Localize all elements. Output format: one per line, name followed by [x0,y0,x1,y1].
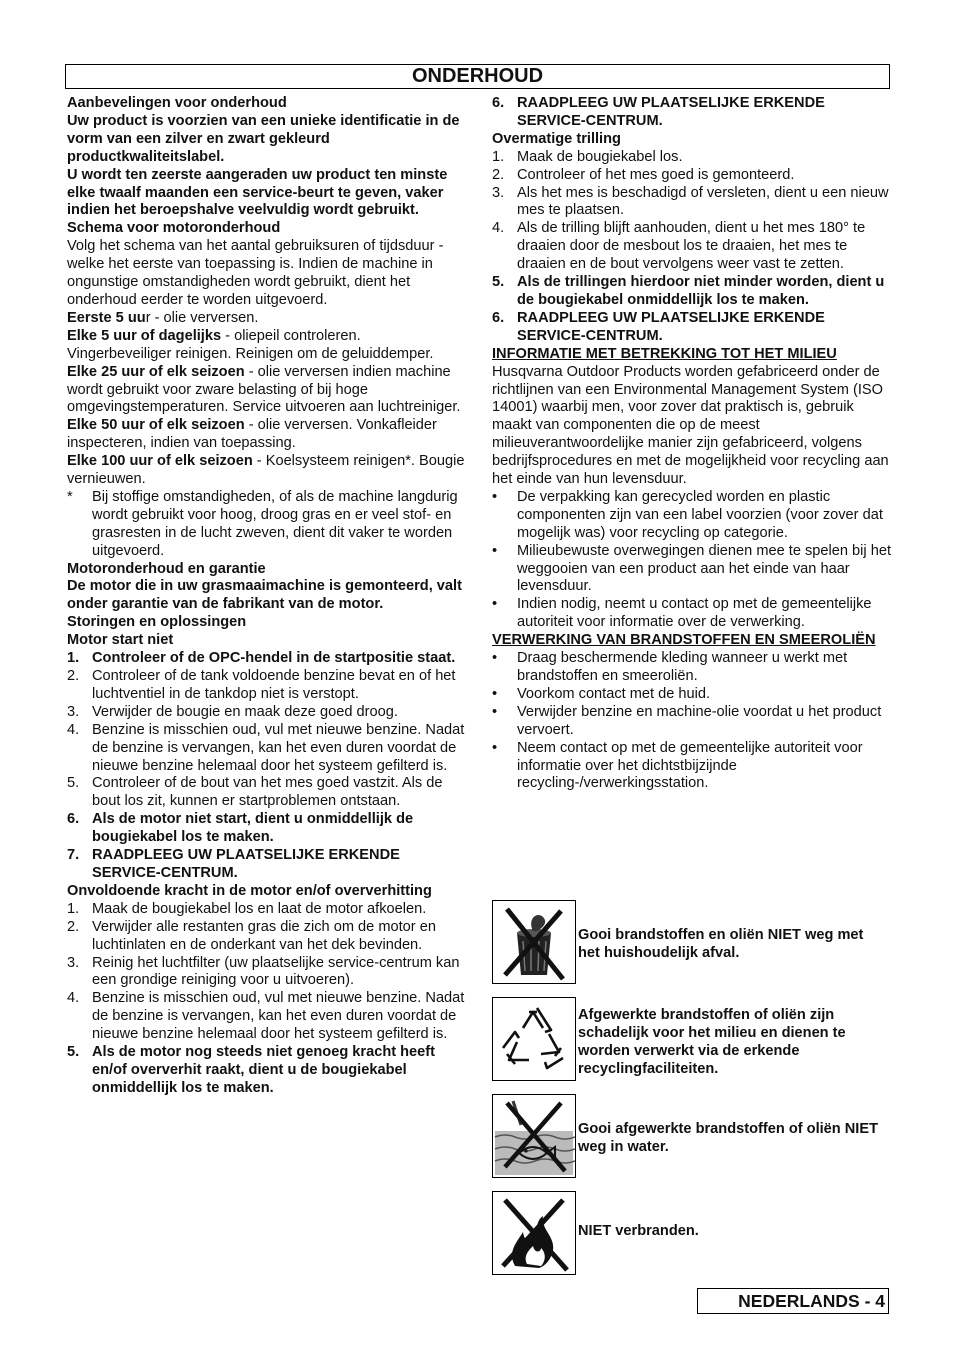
schedule-every-25h [67,364,465,418]
section-heading-verwerking: VERWERKING VAN BRANDSTOFFEN EN SMEEROLIËN [492,632,876,649]
subheading-trilling: Overmatige trilling [492,130,621,147]
bullet-item [492,543,892,597]
bullet-icon: • [492,542,498,559]
list-number: 3. [492,184,505,201]
subheading-kracht: Onvoldoende kracht in de motor en/of oververhitting [67,882,432,899]
list-number: 2. [492,166,505,183]
schedule-text: - olie verversen. Vonkafleider inspecteren, indien van toepassing. [67,417,437,452]
list-number: 5. [492,274,505,291]
list-item [492,274,892,310]
list-item [67,775,465,811]
list-text: RAADPLEEG UW PLAATSELIJKE ERKENDE SERVICE-CENTRUM. [92,847,400,881]
bullet-text: Verwijder benzine en machine-olie voordat u het product vervoert. [517,703,882,738]
page-footer: NEDERLANDS - 4 [697,1288,889,1314]
bullet-text: Neem contact op met de gemeentelijke autoriteit voor informatie over het dichtstbijzijnde recycling-/verwerkingsstation. [517,739,863,792]
schedule-label: Elke 25 uur of elk seizoen [67,363,245,380]
paragraph-schema: Volg het schema van het aantal gebruiksuren of tijdsduur - welke het eerste van toepassing is. Indien de machine in ongunstige omstandigheden wordt gebruikt, dient het onderhoud eerder te worden uitgevoerd. [67,238,444,308]
symbol-text: Afgewerkte brandstoffen of oliën zijn schadelijk voor het milieu en dienen te worden verwerkt via de erkende recyclingfaciliteiten. [578,1007,846,1077]
list-text: Benzine is misschien oud, vul met nieuwe benzine. Nadat de benzine is vervangen, kan het even duren voordat de nieuwe benzine helemaal door het systeem gefilterd is. [92,990,465,1043]
list-item [67,668,465,704]
list-text: Controleer of de tank voldoende benzine bevat en of het luchtventiel in de tankdop niet is verstopt. [92,668,456,702]
schedule-first-5h [67,310,465,328]
schedule-text: - olie verversen indien machine wordt gebruikt voor zware belasting of bij hoge omgevingstemperaturen. Service uitvoeren aan luchtreiniger. [67,363,461,416]
page-title: ONDERHOUD [65,64,890,89]
left-column [67,95,465,1098]
schedule-text: r - olie verversen. [145,309,259,326]
bullet-icon: • [492,739,498,756]
schedule-label: Elke 50 uur of elk seizoen [67,417,245,434]
section-heading-aanbevelingen: Aanbevelingen voor onderhoud [67,95,287,111]
schedule-text: - oliepeil controleren. Vingerbeveiliger reinigen. Reinigen om de geluiddemper. [67,327,434,362]
schedule-every-50h [67,417,465,453]
footnote [67,489,465,561]
list-item [492,310,892,346]
list-text: Als de trilling blijft aanhouden, dient u het mes 180° te draaien door de mesbout los te draaien, het mes te draaien en de bout vervolgens weer vast te zetten. [517,220,866,273]
list-text: Verwijder de bougie en maak deze goed droog. [92,703,398,720]
list-number: 4. [492,220,505,237]
list-item [67,722,465,776]
no-trash-icon [492,900,576,984]
list-number: 6. [492,309,505,326]
list-number: 1. [67,650,80,667]
list-text: Verwijder alle restanten gras die zich om de motor en luchtinlaten en de onderkant van het dek bevinden. [92,918,436,953]
section-heading-garantie: Motoronderhoud en garantie [67,560,266,577]
list-item [492,95,892,131]
list-number: 2. [67,668,80,684]
list-item [492,220,892,274]
list-item [67,650,465,668]
list-item [67,847,465,883]
schedule-label: Eerste 5 uu [67,309,146,326]
list-number: 3. [67,703,80,720]
list-text: RAADPLEEG UW PLAATSELIJKE ERKENDE SERVICE-CENTRUM. [517,95,825,129]
bullet-icon: • [492,703,498,720]
symbol-text: Gooi afgewerkte brandstoffen of oliën NIET weg in water. [578,1121,879,1155]
section-heading-milieu: INFORMATIE MET BETREKKING TOT HET MILIEU [492,345,837,362]
list-start-niet [67,650,465,883]
bullet-item [492,686,892,704]
bullet-item [492,650,892,686]
schedule-text: - Koelsysteem reinigen*. Bougie vernieuwen. [67,453,465,488]
paragraph-identification: Uw product is voorzien van een unieke identificatie in de vorm van een zilver en zwart gekleurd productkwaliteitslabel. [67,112,460,165]
list-text: Reinig het luchtfilter (uw plaatselijke service-centrum kan een grondige reiniging voor u uitvoeren). [92,954,460,989]
paragraph-garantie: De motor die in uw grasmaaimachine is gemonteerd, valt onder garantie van de fabrikant van de motor. [67,578,462,613]
list-text: Als de trillingen hierdoor niet minder worden, dient u de bougiekabel onmiddellijk los te maken. [517,274,885,308]
list-text: Als het mes is beschadigd of versleten, dient u een nieuw mes te plaatsen. [517,184,889,219]
list-number: 2. [67,918,80,935]
list-item [67,704,465,722]
list-text: Als de motor nog steeds niet genoeg kracht heeft en/of oververhit raakt, dient u de bougiekabel onmiddellijk los te maken. [92,1044,436,1096]
no-water-icon [492,1094,576,1178]
schedule-label: Elke 5 uur of dagelijks [67,327,222,344]
list-number: 7. [67,847,80,864]
no-burn-icon [492,1191,576,1275]
right-column [492,95,892,793]
list-item [492,185,892,221]
list-number: 3. [67,954,80,971]
list-item [492,167,892,185]
list-number: 6. [67,811,80,828]
list-number: 4. [67,990,80,1007]
list-trilling [492,149,892,346]
bullet-text: Voorkom contact met de huid. [517,685,711,702]
bullet-item [492,489,892,543]
footnote-mark: * [67,488,73,505]
list-kracht [67,901,465,1098]
list-item [67,955,465,991]
list-number: 1. [67,900,80,917]
bullet-icon: • [492,650,498,667]
bullet-text: Milieubewuste overwegingen dienen mee te spelen bij het weggooien van een product aan het einde van haar levensduur. [517,542,892,595]
bullet-text: De verpakking kan gerecycled worden en plastic componenten zijn van een label voorzien (voor zover dat mogelijk was) voor recycling op categorie. [517,488,883,541]
bullet-item [492,596,892,632]
bullets-milieu [492,489,892,632]
bullet-icon: • [492,488,498,505]
list-kracht-continued [492,95,892,131]
schedule-every-100h [67,453,465,489]
footnote-text: Bij stoffige omstandigheden, of als de machine langdurig wordt gebruikt voor hoog, droog gras en er veel stof- en grasresten in de lucht zweven, dient dit vaker te worden uitgevoerd. [92,488,458,559]
bullet-item [492,704,892,740]
bullet-icon: • [492,685,498,702]
list-text: Controleer of de bout van het mes goed vastzit. Als de bout los zit, kunnen er startproblemen ontstaan. [92,775,443,810]
symbol-text: NIET verbranden. [578,1223,699,1239]
bullet-item [492,740,892,794]
list-item [492,149,892,167]
bullet-text: Draag beschermende kleding wanneer u werkt met brandstoffen en smeeroliën. [517,650,848,684]
subheading-start-niet: Motor start niet [67,632,174,649]
bullet-text: Indien nodig, neemt u contact op met de gemeentelijke autoriteit voor informatie over de verwerking. [517,596,872,631]
paragraph-service-advice: U wordt ten zeerste aangeraden uw product ten minste elke twaalf maanden een service-beurt te geven, vaker indien het beroepshalve veelvuldig wordt gebruikt. [67,166,448,219]
bullets-verwerking [492,650,892,793]
section-heading-storingen: Storingen en oplossingen [67,614,247,631]
list-item [67,901,465,919]
list-number: 6. [492,95,505,111]
list-number: 1. [492,148,505,165]
schedule-every-5h [67,328,465,364]
list-number: 5. [67,775,80,792]
list-item [67,811,465,847]
list-item [67,919,465,955]
list-item [67,1044,465,1098]
recycle-icon [492,997,576,1081]
bullet-icon: • [492,596,498,613]
paragraph-milieu: Husqvarna Outdoor Products worden gefabriceerd onder de richtlijnen van een Environmental Management System (ISO 14001) waarbij men, voor zover dat praktisch is, gebruik maakt van componenten die op de meest milieuverantwoordelijke manier zijn gefabriceerd, volgens bedrijfsprocedures en met de mogelijkheid voor recycling aan het einde van hun levensduur. [492,363,889,488]
schedule-label: Elke 100 uur of elk seizoen [67,453,253,470]
list-text: Maak de bougiekabel los. [517,148,683,165]
list-text: Controleer of de OPC-hendel in de startpositie staat. [92,650,456,667]
list-item [67,990,465,1044]
list-text: Benzine is misschien oud, vul met nieuwe benzine. Nadat de benzine is vervangen, kan het even duren voordat de nieuwe benzine helemaal door het systeem gefilterd is. [92,721,465,774]
symbol-text: Gooi brandstoffen en oliën NIET weg met het huishoudelijk afval. [578,927,864,961]
list-text: Maak de bougiekabel los en laat de motor afkoelen. [92,900,427,917]
list-number: 4. [67,721,80,738]
list-text: Controleer of het mes goed is gemonteerd. [517,166,795,183]
list-number: 5. [67,1044,80,1061]
list-text: RAADPLEEG UW PLAATSELIJKE ERKENDE SERVICE-CENTRUM. [517,309,825,344]
list-text: Als de motor niet start, dient u onmiddellijk de bougiekabel los te maken. [92,811,414,846]
section-heading-schema: Schema voor motoronderhoud [67,220,281,237]
